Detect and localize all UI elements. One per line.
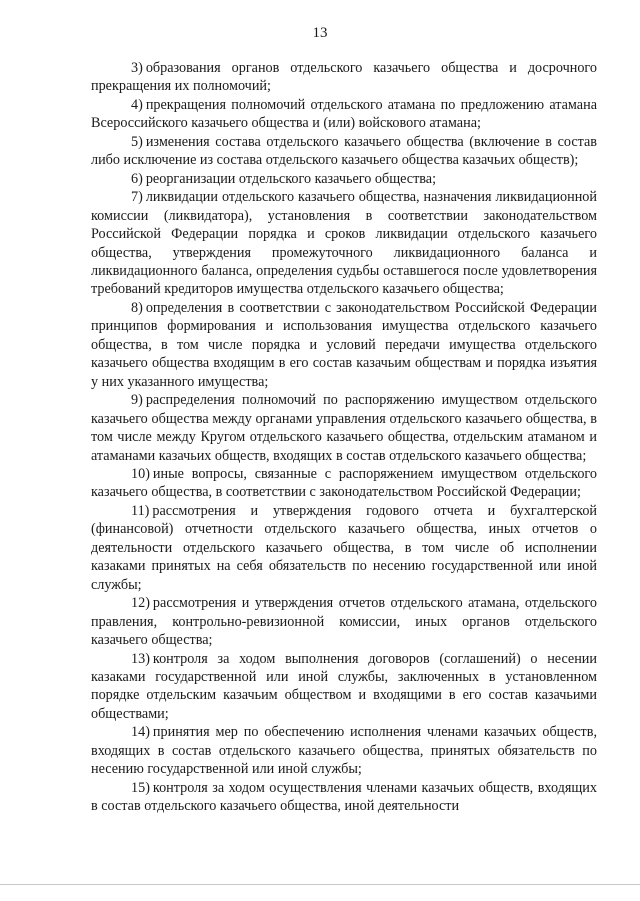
list-item: [91, 594, 597, 649]
item-text: прекращения полномочий отдельского атамана по предложению атамана Всероссийского казачьего общества и (или) войскового атамана;: [91, 96, 597, 132]
bottom-divider: [0, 884, 640, 885]
list-item: [91, 779, 597, 816]
item-text: рассмотрения и утверждения годового отчета и бухгалтерской (финансовой) отчетности отдельского казачьего общества, иных отчетов о деятельности отдельского казачьего общества, в том числе об исполнении казаками принятых на себя обязательств по несению государственной или иной службы;: [91, 502, 597, 593]
item-number: 13): [131, 650, 150, 667]
list-item: [91, 723, 597, 778]
item-number: 4): [131, 96, 143, 113]
item-text: принятия мер по обеспечению исполнения членами казачьих обществ, входящих в состав отдельского казачьего общества, принятых обязательств по несению государственной или иной службы;: [91, 724, 597, 778]
item-number: 3): [131, 60, 143, 76]
item-number: 12): [131, 595, 150, 612]
item-text: контроля за ходом выполнения договоров (соглашений) о несении казаками государственной или иной службы, заключенных в установленном порядке отдельским казачьим обществом и входящими в его состав казачьими обществами;: [91, 650, 597, 722]
list-item: [91, 299, 597, 391]
list-item: [91, 502, 597, 594]
item-text: определения в соответствии с законодательством Российской Федерации принципов формирования и использования имущества отдельского казачьего общества, в том числе порядка и условий передачи имущества отдельского казачьего общества входящим в его состав казачьим обществам и порядка изъятия у них указанного имущества;: [91, 299, 597, 390]
item-text: иные вопросы, связанные с распоряжением имуществом отдельского казачьего общества, в соответствии с законодательством Российской Федерации;: [91, 465, 597, 501]
item-number: 15): [131, 779, 150, 796]
list-item: [91, 133, 597, 170]
item-text: распределения полномочий по распоряжению имуществом отдельского казачьего общества между органами управления отдельского казачьего общества, в том числе между Кругом отдельского казачьего общества, отдельским атаманом и атаманами казачьих обществ, входящих в состав отдельского казачьего общества;: [91, 392, 597, 464]
item-text: образования органов отдельского казачьего общества и досрочного прекращения их полномочий;: [91, 60, 597, 95]
list-item: [91, 391, 597, 465]
list-item: [91, 650, 597, 724]
item-text: ликвидации отдельского казачьего общества, назначения ликвидационной комиссии (ликвидатора), установления в соответствии законодательством Российской Федерации порядка и сроков ликвидации отдельского казачьего общества, утверждения промежуточного ликвидационного баланса и ликвидационного баланса, определения судьбы оставшегося после удовлетворения требований кредиторов имущества отдельского казачьего общества;: [91, 189, 597, 298]
item-text: контроля за ходом осуществления членами казачьих обществ, входящих в состав отдельского казачьего общества, иной деятельности: [91, 779, 597, 815]
item-number: 5): [131, 133, 143, 150]
list-item: [91, 188, 597, 299]
item-number: 11): [131, 502, 150, 519]
list-item: [91, 170, 597, 188]
item-text: реорганизации отдельского казачьего общества;: [145, 170, 437, 187]
list-item: [91, 96, 597, 133]
list-item: [91, 59, 597, 96]
document-body: [91, 59, 597, 816]
item-number: 6): [131, 170, 143, 187]
page-number: 13: [312, 25, 328, 41]
item-number: 10): [131, 465, 150, 482]
list-item: [91, 465, 597, 502]
item-number: 8): [131, 299, 143, 316]
item-text: изменения состава отдельского казачьего общества (включение в состав либо исключение из состава отдельского казачьего общества казачьих обществ);: [91, 133, 597, 169]
item-text: рассмотрения и утверждения отчетов отдельского атамана, отдельского правления, контрольно-ревизионной комиссии, иных органов отдельского казачьего общества;: [91, 595, 597, 649]
item-number: 14): [131, 724, 150, 741]
item-number: 7): [131, 189, 143, 206]
item-number: 9): [131, 392, 143, 409]
